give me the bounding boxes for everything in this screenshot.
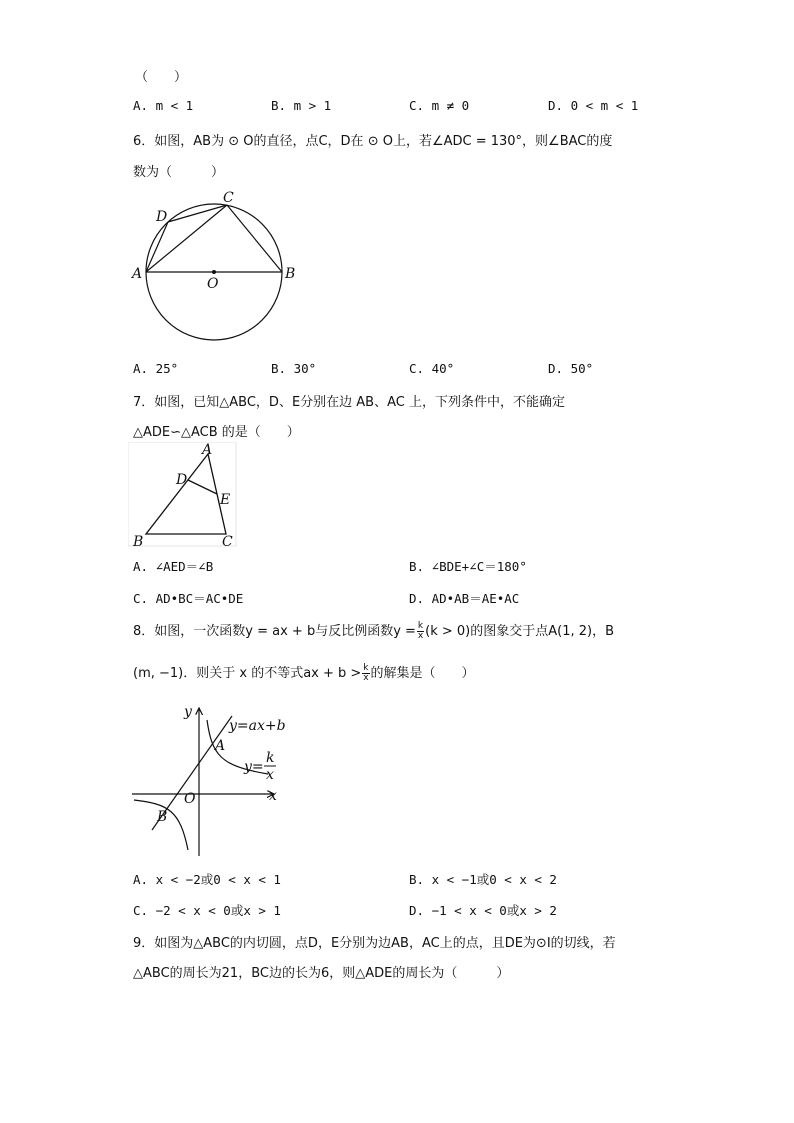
fraction-numerator: k: [417, 621, 424, 631]
hyperbola-branch-2: [134, 800, 188, 850]
q5-option-c: C. m ≠ 0: [409, 98, 470, 113]
q7-stem-line2: △ADE∽△ACB 的是（ ）: [133, 425, 300, 440]
q9-stem-line1: 9．如图为△ABC的内切圆，点D，E分别为边AB，AC上的点，且DE为⊙I的切线，若: [133, 936, 616, 951]
q8-stem-line1: [133, 620, 614, 641]
label-e: E: [220, 492, 231, 508]
q7-option-b: B. ∠BDE+∠C＝180°: [409, 559, 527, 574]
q8-stem-line1-b: (k > 0)的图象交于点A(1, 2)，B: [425, 624, 615, 639]
q8-graph-figure: [128, 700, 303, 864]
q8-option-d: D. −1 < x < 0或x > 2: [409, 903, 557, 918]
q5-stem-tail: （ ）: [135, 70, 188, 85]
q6-option-a: A. 25°: [133, 361, 179, 376]
q7-option-d: D. AD•AB＝AE•AC: [409, 591, 520, 606]
label-c: C: [223, 190, 234, 206]
chord-ad: [146, 222, 168, 272]
segment-de: [188, 480, 217, 494]
q9-stem-line2: △ABC的周长为21，BC边的长为6，则△ADE的周长为（ ）: [133, 966, 510, 981]
q8-option-c: C. −2 < x < 0或x > 1: [133, 903, 281, 918]
q8-option-a: A. x < −2或0 < x < 1: [133, 872, 281, 887]
label-o: O: [184, 791, 196, 807]
label-b: B: [157, 809, 168, 825]
triangle-abc: [146, 454, 226, 534]
q8-stem-line2-b: 的解集是（ ）: [370, 666, 475, 681]
q8-stem-line2-a: (m, −1)．则关于 x 的不等式ax + b >: [133, 666, 362, 681]
label-a: A: [202, 442, 213, 458]
q7-option-a: A. ∠AED＝∠B: [133, 559, 214, 574]
label-o: O: [207, 276, 219, 292]
label-x-axis: x: [269, 788, 277, 804]
label-hyperbola-y: y=: [244, 759, 264, 775]
chord-dc: [168, 205, 227, 222]
label-hyperbola-x: x: [266, 767, 274, 783]
label-hyperbola-k: k: [266, 750, 275, 766]
label-d: D: [156, 209, 168, 225]
q5-option-a: A. m < 1: [133, 98, 194, 113]
fraction-numerator: k: [363, 663, 369, 673]
q6-circle-figure: [128, 188, 303, 364]
q6-option-c: C. 40°: [409, 361, 455, 376]
q5-option-d: D. 0 < m < 1: [548, 98, 639, 113]
q6-option-b: B. 30°: [271, 361, 317, 376]
q7-triangle-figure: [128, 442, 240, 554]
q6-stem-line1: 6．如图，AB为 ⊙ O的直径，点C，D在 ⊙ O上，若∠ADC = 130°，则∠BAC的度: [133, 134, 613, 149]
fraction-denominator: x: [417, 631, 424, 641]
label-d: D: [176, 472, 188, 488]
center-point: [212, 270, 216, 274]
q5-option-b: B. m > 1: [271, 98, 332, 113]
q6-option-d: D. 50°: [548, 361, 594, 376]
q8-stem-line1-a: 8．如图，一次函数y = ax + b与反比例函数y =: [133, 624, 416, 639]
label-b: B: [285, 266, 296, 282]
label-b: B: [133, 534, 144, 550]
q8-fraction-k-over-x-2: [362, 664, 369, 683]
label-c: C: [222, 534, 233, 550]
q7-stem-line1: 7．如图，已知△ABC，D、E分别在边 AB、AC 上，下列条件中，不能确定: [133, 395, 565, 410]
q8-option-b: B. x < −1或0 < x < 2: [409, 872, 557, 887]
label-line: y=ax+b: [229, 718, 286, 734]
q8-stem-line2: [133, 662, 475, 683]
label-a: A: [132, 266, 143, 282]
q7-option-c: C. AD•BC＝AC•DE: [133, 591, 244, 606]
fraction-denominator: x: [363, 673, 369, 683]
q6-stem-line2: 数为（ ）: [133, 165, 225, 180]
label-y-axis: y: [184, 704, 192, 720]
label-a: A: [215, 738, 226, 754]
q8-fraction-k-over-x: [417, 622, 424, 641]
